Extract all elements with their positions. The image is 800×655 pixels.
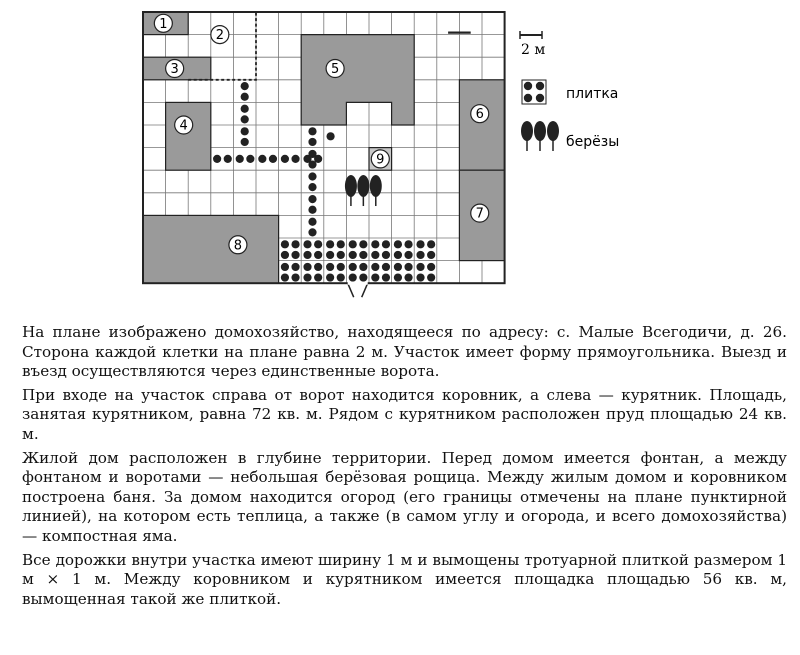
tile-dot [314, 240, 322, 248]
tile-dot [308, 183, 316, 191]
tile-dot [404, 240, 412, 248]
tile-dot [303, 240, 311, 248]
tile-dot [326, 251, 334, 259]
paragraph-1: На плане изображено домохозяйство, находящееся по адресу: с. Малые Всегодичи, д. 26. Сторона каждой клетки на плане равна 2 м. Участок имеет форму прямоугольника. Выезд и въезд осуществляются через единственные ворота. [22, 323, 787, 381]
tile-dot [241, 82, 249, 90]
tile-dot [326, 240, 334, 248]
tile-dot [241, 105, 249, 113]
tile-dot [382, 263, 390, 271]
tile-dot [281, 251, 289, 259]
tile-dot [427, 273, 435, 281]
tile-dot [416, 251, 424, 259]
tile-dot [382, 240, 390, 248]
tile-dot [382, 251, 390, 259]
tile-dot [303, 273, 311, 281]
tile-dot [326, 263, 334, 271]
paragraph-2: При входе на участок справа от ворот находится коровник, а слева — курятник. Площадь, занятая курятником, равна 72 кв. м. Рядом с курятником расположен пруд площадью 24 кв. м. [22, 385, 787, 443]
tile-dot [337, 240, 345, 248]
tile-dot [349, 263, 357, 271]
tile-dot [371, 251, 379, 259]
tile-dot [308, 218, 316, 226]
scale-label: 2 м [521, 42, 546, 58]
tile-dot [281, 155, 289, 163]
label-4: 4 [179, 118, 188, 134]
label-5: 5 [330, 62, 340, 77]
label-3: 3 [170, 62, 179, 77]
tile-dot [359, 240, 367, 248]
legend-tile-dot [524, 94, 532, 102]
tile-dot [291, 273, 299, 281]
legend-birches-label: берёзы [566, 134, 620, 150]
tile-dot [371, 263, 379, 271]
tile-dot [337, 273, 345, 281]
tile-dot [349, 273, 357, 281]
tile-dot [394, 240, 402, 248]
tile-dot [281, 263, 289, 271]
tile-dot [291, 240, 299, 248]
tile-dot [337, 251, 345, 259]
label-9: 9 [376, 152, 385, 168]
tile-dot [416, 263, 424, 271]
tile-dot [427, 263, 435, 271]
tile-dot [303, 263, 311, 271]
label-6: 6 [475, 107, 484, 123]
tile-dot [394, 273, 402, 281]
building-8 [143, 215, 279, 283]
tile-dot [241, 93, 249, 101]
tile-dot [394, 263, 402, 271]
tile-dot [281, 273, 289, 281]
label-8: 8 [233, 238, 243, 254]
tile-dot [359, 263, 367, 271]
tile-dot [308, 160, 316, 168]
legend-tile-dot [536, 94, 544, 102]
tile-dot [308, 228, 316, 236]
tile-dot [241, 127, 249, 135]
task-text [22, 323, 787, 613]
tile-dot [416, 240, 424, 248]
household-plan [0, 0, 800, 318]
gate-right [362, 283, 368, 297]
tile-dot [224, 155, 232, 163]
tile-dot [281, 240, 289, 248]
tile-dot [371, 273, 379, 281]
tile-dot [303, 251, 311, 259]
tile-dot [337, 263, 345, 271]
tile-dot [359, 273, 367, 281]
tile-dot [308, 195, 316, 203]
legend-tile-label: плитка [566, 86, 619, 102]
tile-dot [236, 155, 244, 163]
tile-dot [326, 273, 334, 281]
tile-dot [359, 251, 367, 259]
tile-dot [291, 263, 299, 271]
legend-tile-dot [524, 82, 532, 90]
tile-dot [308, 138, 316, 146]
tile-dot [349, 240, 357, 248]
tile-dot [308, 127, 316, 135]
tile-dot [427, 240, 435, 248]
tile-dot [382, 273, 390, 281]
tile-dot [308, 150, 316, 158]
tile-dot [326, 132, 334, 140]
tile-dot [269, 155, 277, 163]
paragraph-3: Жилой дом расположен в глубине территории. Перед домом имеется фонтан, а между фонтаном и воротами — небольшая берёзовая рощица. Между жилым домом и коровником построена баня. За домом находится огород (его границы отмечены на плане пунктирной линией), на котором есть теплица, а также (в самом углу и огорода, и всего домохозяйства) — компостная яма. [22, 448, 787, 545]
building-6 [459, 80, 504, 170]
legend-tile-dot [536, 82, 544, 90]
tile-dot [427, 251, 435, 259]
tile-dot [394, 251, 402, 259]
tile-dot [291, 251, 299, 259]
tile-dot [416, 273, 424, 281]
tile-dot [246, 155, 254, 163]
tile-dot [349, 251, 357, 259]
tile-dot [213, 155, 221, 163]
tile-dot [314, 251, 322, 259]
tile-dot [371, 240, 379, 248]
label-7: 7 [475, 206, 484, 222]
tile-dot [241, 138, 249, 146]
label-2: 2 [215, 28, 224, 44]
tile-dot [404, 263, 412, 271]
tile-dot [314, 273, 322, 281]
tile-dot [258, 155, 266, 163]
paragraph-4: Все дорожки внутри участка имеют ширину 1 м и вымощены тротуарной плиткой размером 1 м × 1 м. Между коровником и курятником имеется площадка площадью 56 кв. м, вымощенная такой же плиткой. [22, 550, 787, 608]
tile-dot [291, 155, 299, 163]
tile-dot [308, 206, 316, 214]
tile-dot [314, 263, 322, 271]
gate-left [348, 283, 354, 297]
tile-dot [308, 172, 316, 180]
tile-dot [404, 251, 412, 259]
tile-dot [241, 115, 249, 123]
label-1: 1 [159, 16, 168, 32]
tile-dot [404, 273, 412, 281]
building-4 [166, 102, 211, 170]
